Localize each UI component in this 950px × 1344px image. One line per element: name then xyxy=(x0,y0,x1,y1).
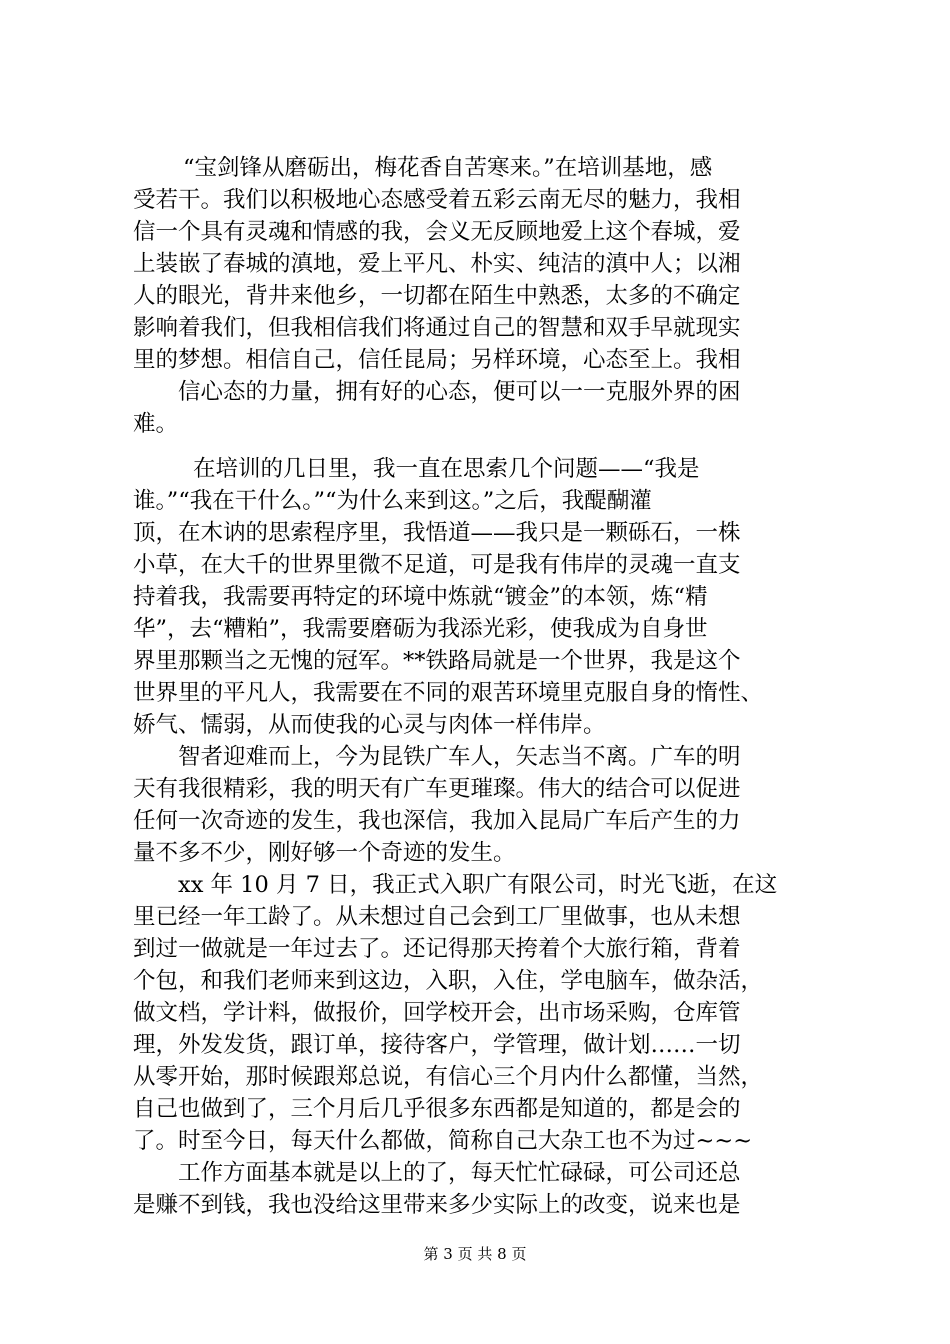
paragraph-gap xyxy=(133,440,833,453)
text-line: 个包，和我们老师来到这边，入职，入住，学电脑车，做杂活， xyxy=(133,968,764,994)
text-line: 在培训的几日里，我一直在思索几个问题——“我是 xyxy=(193,456,700,482)
text-line: 顶，在木讷的思索程序里，我悟道——我只是一颗砾石，一株 xyxy=(133,520,741,546)
text-line: 了。时至今日，每天什么都做，简称自己大杂工也不为过~~~ xyxy=(133,1128,753,1154)
paragraph-2 xyxy=(133,376,833,440)
text-line: 上装嵌了春城的滇地，爱上平凡、朴实、纯洁的滇中人；以湘 xyxy=(133,251,741,277)
text-line: 智者迎难而上，今为昆铁广车人，矢志当不离。广车的明 xyxy=(178,744,741,770)
text-line: 人的眼光，背井来他乡，一切都在陌生中熟悉，太多的不确定 xyxy=(133,283,741,309)
text-line: 是赚不到钱，我也没给这里带来多少实际上的改变，说来也是 xyxy=(133,1192,741,1218)
text-line: 难。 xyxy=(133,411,179,437)
paragraph-4 xyxy=(133,741,833,869)
text-line: “宝剑锋从磨砺出，梅花香自苦寒来。”在培训基地，感 xyxy=(183,155,713,181)
text-line: 信一个具有灵魂和情感的我，会义无反顾地爱上这个春城，爱 xyxy=(133,219,741,245)
text-line: xx 年 10 月 7 日，我正式入职广有限公司，时光飞逝，在这 xyxy=(178,872,778,898)
text-line: 娇气、懦弱，从而使我的心灵与肉体一样伟岸。 xyxy=(133,712,606,738)
text-line: 量不多不少，刚好够一个奇迹的发生。 xyxy=(133,840,516,866)
text-line: 影响着我们，但我相信我们将通过自己的智慧和双手早就现实 xyxy=(133,315,741,341)
text-line: 界里那颗当之无愧的冠军。**铁路局就是一个世界，我是这个 xyxy=(133,648,741,674)
text-line: 任何一次奇迹的发生，我也深信，我加入昆局广车后产生的力 xyxy=(133,808,741,834)
text-line: 天有我很精彩，我的明天有广车更璀璨。伟大的结合可以促进 xyxy=(133,776,741,802)
paragraph-1 xyxy=(133,152,833,376)
text-line: 工作方面基本就是以上的了，每天忙忙碌碌，可公司还总 xyxy=(178,1160,741,1186)
page-footer xyxy=(0,1244,950,1264)
paragraph-5 xyxy=(133,869,833,1157)
text-line: 理，外发发货，跟订单，接待客户，学管理，做计划……一切 xyxy=(133,1032,741,1058)
text-line: 到过一做就是一年过去了。还记得那天挎着个大旅行箱，背着 xyxy=(133,936,741,962)
page-number: 第 3 页 共 8 页 xyxy=(423,1245,527,1263)
text-line: 受若干。我们以积极地心态感受着五彩云南无尽的魅力，我相 xyxy=(133,187,741,213)
paragraph-6 xyxy=(133,1157,833,1221)
text-line: 做文档，学计料，做报价，回学校开会，出市场采购，仓库管 xyxy=(133,1000,741,1026)
text-line: 里的梦想。相信自己，信任昆局；另样环境，心态至上。我相 xyxy=(133,347,741,373)
text-line: 小草，在大千的世界里微不足道，可是我有伟岸的灵魂一直支 xyxy=(133,552,741,578)
text-line: 华”，去“糟粕”，我需要磨砺为我添光彩，使我成为自身世 xyxy=(133,616,708,642)
text-line: 持着我，我需要再特定的环境中炼就“镀金”的本领，炼“精 xyxy=(133,584,708,610)
text-line: 从零开始，那时候跟郑总说，有信心三个月内什么都懂，当然， xyxy=(133,1064,764,1090)
paragraph-3 xyxy=(133,453,833,741)
text-line: 里已经一年工龄了。从未想过自己会到工厂里做事，也从未想 xyxy=(133,904,741,930)
text-line: 信心态的力量，拥有好的心态，便可以一一克服外界的困 xyxy=(178,379,741,405)
text-line: 谁。”“我在干什么。”“为什么来到这。”之后，我醍醐灌 xyxy=(133,488,652,514)
text-line: 自己也做到了，三个月后几乎很多东西都是知道的，都是会的 xyxy=(133,1096,741,1122)
text-line: 世界里的平凡人，我需要在不同的艰苦环境里克服自身的惰性、 xyxy=(133,680,764,706)
body-text xyxy=(133,152,833,1221)
